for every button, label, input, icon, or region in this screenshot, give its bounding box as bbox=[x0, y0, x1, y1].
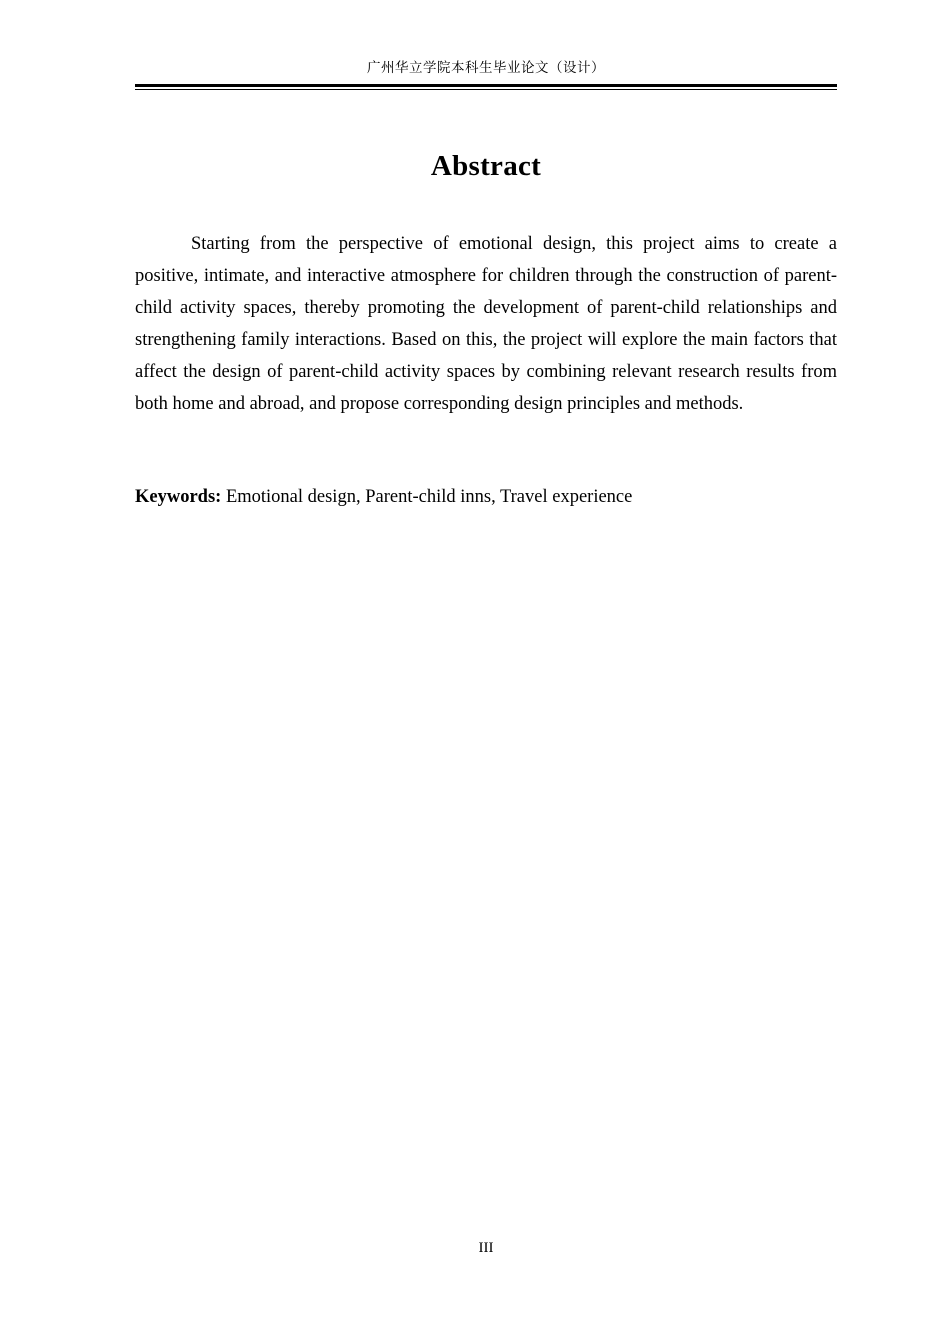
abstract-paragraph: Starting from the perspective of emotional design, this project aims to create a positive, intimate, and interactive atmosphere for children through the construction of parent-child activity spaces, thereby promoting the development of parent-child relationships and strengthening family interactions. Based on this, the project will explore the main factors that affect the design of parent-child activity spaces by combining relevant research results from both home and abroad, and propose corresponding design principles and methods. bbox=[135, 234, 837, 414]
page-number: III bbox=[478, 1240, 494, 1256]
page-title: Abstract bbox=[430, 150, 542, 182]
page-footer bbox=[135, 1240, 837, 1257]
keywords-value: Emotional design, Parent-child inns, Travel experience bbox=[225, 487, 633, 507]
keywords-line bbox=[135, 483, 837, 511]
header-divider bbox=[135, 84, 837, 90]
page-header bbox=[135, 60, 837, 76]
running-title: 广州华立学院本科生毕业论文（设计） bbox=[367, 60, 605, 75]
abstract-body bbox=[135, 228, 837, 420]
keywords-label: Keywords: bbox=[135, 487, 222, 507]
